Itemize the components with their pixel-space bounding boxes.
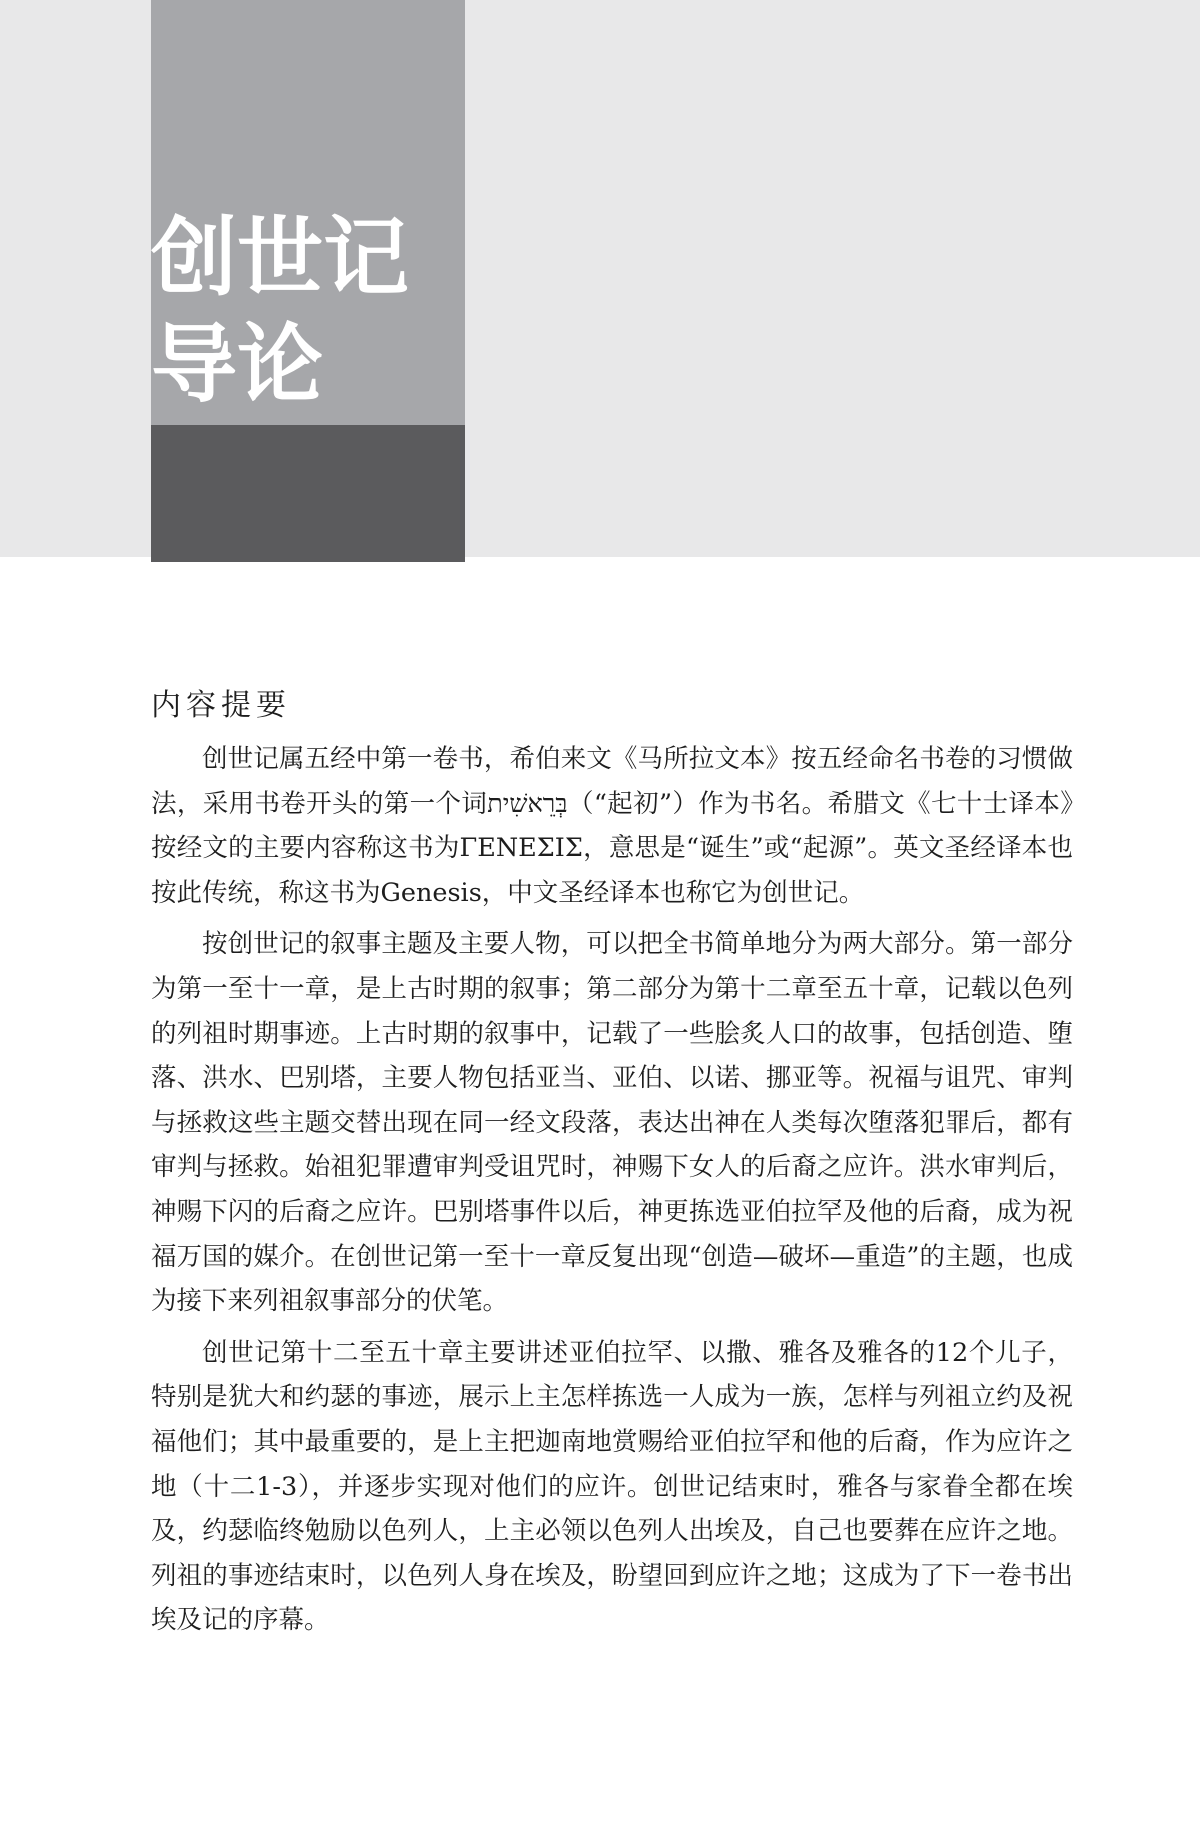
title-block-accent xyxy=(151,425,465,562)
section-heading: 内容提要 xyxy=(151,688,291,723)
main-content xyxy=(151,681,1073,1650)
chapter-title xyxy=(151,205,465,419)
paragraph-1: 创世记属五经中第一卷书，希伯来文《马所拉文本》按五经命名书卷的习惯做法，采用书卷开头的第一个词בְּרֵאשִׁית（“起初”）作为书名。希腊文《七十士译本》按经文的主要内容称这书为ΓΕΝΕΣΙΣ，意思是“诞生”或“起源”。英文圣经译本也按此传统，称这书为Genesis，中文圣经译本也称它为创世记。 xyxy=(151,744,1073,908)
chapter-title-line1: 创世记 xyxy=(151,208,409,308)
paragraph-2: 按创世记的叙事主题及主要人物，可以把全书简单地分为两大部分。第一部分为第一至十一章，是上古时期的叙事；第二部分为第十二章至五十章，记载以色列的列祖时期事迹。上古时期的叙事中，记载了一些脍炙人口的故事，包括创造、堕落、洪水、巴别塔，主要人物包括亚当、亚伯、以诺、挪亚等。祝福与诅咒、审判与拯救这些主题交替出现在同一经文段落，表达出神在人类每次堕落犯罪后，都有审判与拯救。始祖犯罪遭审判受诅咒时，神赐下女人的后裔之应许。洪水审判后，神赐下闪的后裔之应许。巴别塔事件以后，神更拣选亚伯拉罕及他的后裔，成为祝福万国的媒介。在创世记第一至十一章反复出现“创造—破坏—重造”的主题，也成为接下来列祖叙事部分的伏笔。 xyxy=(151,929,1073,1317)
paragraph-3: 创世记第十二至五十章主要讲述亚伯拉罕、以撒、雅各及雅各的12个儿子，特别是犹大和约瑟的事迹，展示上主怎样拣选一人成为一族，怎样与列祖立约及祝福他们；其中最重要的，是上主把迦南地赏赐给亚伯拉罕和他的后裔，作为应许之地（十二1-3），并逐步实现对他们的应许。创世记结束时，雅各与家眷全都在埃及，约瑟临终勉励以色列人，上主必领以色列人出埃及，自己也要葬在应许之地。列祖的事迹结束时，以色列人身在埃及，盼望回到应许之地；这成为了下一卷书出埃及记的序幕。 xyxy=(151,1337,1073,1636)
chapter-title-line2: 导论 xyxy=(151,315,323,415)
